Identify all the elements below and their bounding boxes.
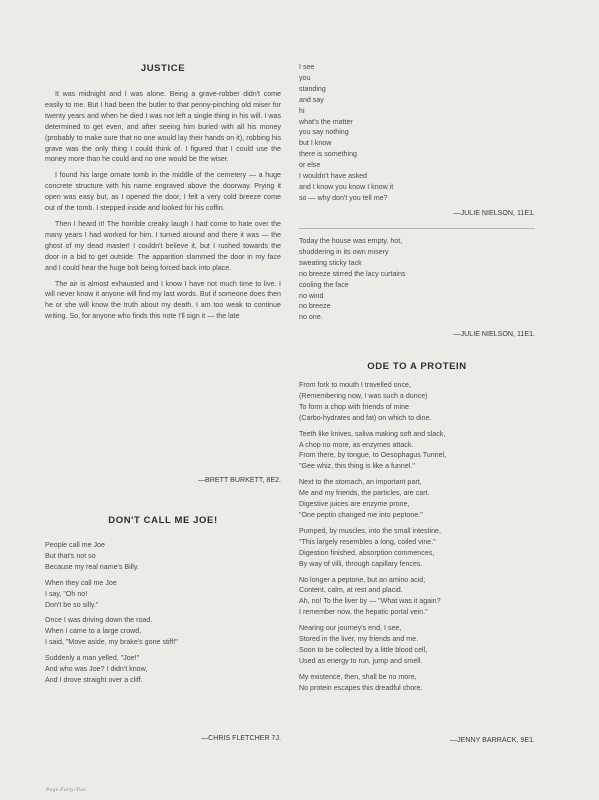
poem-line: By way of villi, through capillary fences. (299, 559, 423, 568)
poem-line: And who was Joe? I didn't know, (45, 665, 148, 674)
poem-line: Today the house was empty, hot, (299, 237, 403, 245)
poem-line: sweating sticky tack (299, 258, 362, 267)
poem-line: No protein escapes this dreadful chore. (299, 683, 423, 692)
poem-line: My existence, then, shall be no more, (299, 672, 417, 681)
poem-line: Pumped, by muscles, into the small intestine, (299, 526, 441, 535)
joe-poem (45, 540, 281, 686)
poem-line: Digestion finished, absorption commences, (299, 548, 435, 557)
justice-paragraph: I found his large ornate tomb in the middle of the cemetery — a huge concrete structure with his name engraved above the doorway. Prying it open was easy but, as I opened the door, I felt a very cold breeze come out of the tomb. I stepped inside and looked for his coffin. (45, 171, 281, 213)
page-number-footer: Page Forty-Two (46, 787, 86, 793)
poem-line: A chop no more, as enzymes attack. (299, 440, 414, 449)
poem-line: From there, by tongue, to Oesophagus Tunnel, (299, 451, 447, 460)
poem-line: Used as energy to run, jump and smell. (299, 656, 423, 665)
joe-title: DON'T CALL ME JOE! (108, 515, 218, 526)
poem-line: Next to the stomach, an important part, (299, 478, 422, 487)
poem-line: "This largely resembles a long, coiled vine." (299, 537, 436, 546)
poem-line: I said, "Move aside, my brake's gone stiff!" (45, 638, 178, 647)
poem-line: what's the matter (299, 117, 353, 126)
justice-signature: —BRETT BURKETT, 8E2. (197, 476, 281, 484)
poem-line: I wouldn't have asked (299, 172, 368, 181)
poem-line: I see (299, 63, 315, 71)
poem-line: (Carbo-hydrates and fat) on which to dine. (299, 413, 432, 422)
poem-see-you-signature: —JULIE NIELSON, 11E1. (453, 209, 535, 217)
poem-line: Don't be so silly." (45, 600, 99, 609)
poem-line: Nearing our journey's end, I see, (299, 624, 402, 633)
poem-line: no breeze (299, 302, 331, 311)
poem-line: Me and my friends, the particles, are cart. (299, 489, 430, 498)
protein-poem (299, 380, 535, 694)
poem-line: And I drove straight over a cliff. (45, 675, 143, 684)
divider (299, 228, 535, 229)
poem-line: so — why don't you tell me? (299, 193, 388, 202)
poem-line: you (299, 73, 311, 82)
poem-line: Teeth like knives, saliva making soft and slack, (299, 429, 446, 438)
poem-line: cooling the face (299, 280, 349, 289)
poem-line: "Gee whiz, this thing is like a funnel." (299, 462, 415, 471)
poem-line: Soon to be collected by a little blood cell, (299, 645, 428, 654)
poem-empty-house (299, 236, 535, 323)
poem-line: you say nothing (299, 128, 349, 137)
poem-line: But that's not so (45, 551, 96, 560)
poem-empty-house-signature: —JULIE NIELSON, 11E1. (453, 330, 535, 338)
poem-line: shuddering in its own misery (299, 247, 389, 256)
poem-line: From fork to mouth I travelled once, (299, 381, 411, 389)
poem-line: there is something (299, 150, 357, 159)
poem-line: Ah, no! To the liver by — "What was it again? (299, 597, 441, 606)
justice-paragraph: It was midnight and I was alone. Being a grave-robber didn't come easily to me. But I had been the butler to that penny-pinching old miser for twenty years and when he died I was not left a single thing in his will. I was determined to get even, and after seeing him buried with all his money (probably to make sure that no one would lay their hands on it), robbing his grave was the only thing I could think of. I figured that I could use the money more than he could and no one would be the wiser. (45, 90, 281, 164)
poem-see-you (299, 62, 535, 204)
justice-paragraph: The air is almost exhausted and I know I have not much time to live. I will never know it anyone will find my last words. But if someone does then he or she will know the truth about my death. I am too weak to continue writing. So, for anyone who finds this note I'll sign it — the late (45, 279, 281, 321)
poem-line: Stored in the liver, my friends and me. (299, 635, 419, 644)
poem-line: or else (299, 161, 321, 170)
poem-line: (Remembering now, I was such a dunce) (299, 391, 428, 400)
protein-signature: —JENNY BARRACK, 9E1. (449, 736, 535, 744)
poem-line: No longer a peptone, but an amino acid; (299, 575, 426, 584)
poem-line: Content, calm, at rest and placid. (299, 586, 403, 595)
poem-line: "One peptin changed me into peptone." (299, 510, 423, 519)
poem-line: I say, "Oh no! (45, 589, 88, 598)
poem-line: When they call me Joe (45, 578, 117, 587)
poem-line: and I know you know I know it (299, 182, 394, 191)
justice-title: JUSTICE (140, 63, 186, 74)
joe-signature: —CHRIS FLETCHER 7J. (200, 734, 281, 742)
poem-line: When I came to a large crowd, (45, 627, 142, 636)
poem-line: Because my real name's Billy. (45, 562, 139, 571)
poem-line: no wind (299, 291, 324, 300)
poem-line: People call me Joe (45, 541, 105, 549)
justice-paragraph: Then I heard it! The horrible creaky laugh I had come to hate over the many years I had worked for him. I turned around and there it was — the ghost of my dead master! I couldn't believe it, but I rushed towards the door in a bid to get outside. The apparition slammed the door in my face and I could hear the huge bolt being forced back into place. (45, 219, 281, 272)
poem-line: and say (299, 95, 324, 104)
poem-line: Suddenly a man yelled, "Joe!" (45, 654, 140, 663)
poem-line: no one. (299, 313, 323, 322)
poem-line: hi (299, 106, 305, 115)
poem-line: Digestive juices are enzyme prone, (299, 500, 410, 509)
poem-line: I remember now, the hepatic portal vein." (299, 608, 428, 617)
poem-line: but I know (299, 139, 332, 148)
justice-story (45, 89, 281, 322)
protein-title: ODE TO A PROTEIN (367, 361, 467, 372)
poem-line: Once I was driving down the road. (45, 616, 153, 625)
poem-line: To form a chop with friends of mine (299, 402, 410, 411)
poem-line: no breeze stirred the lacy curtains (299, 269, 406, 278)
poem-line: standing (299, 84, 326, 93)
